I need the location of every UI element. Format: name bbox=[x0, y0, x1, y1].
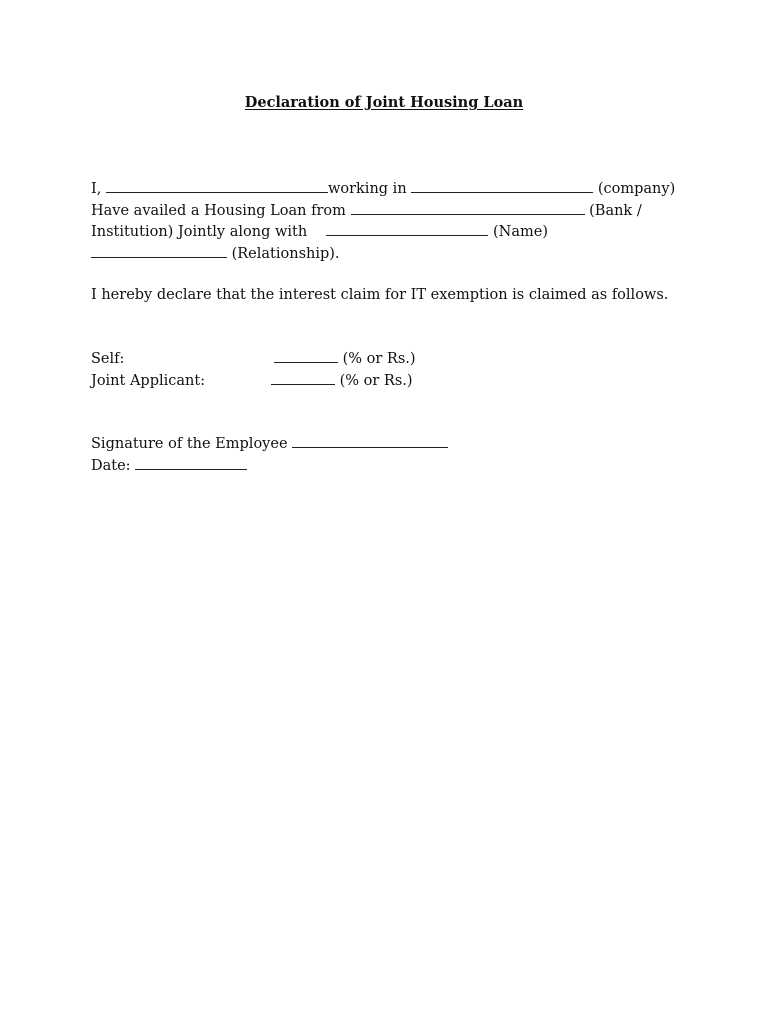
co-applicant-name-blank[interactable] bbox=[326, 222, 488, 236]
para-line-2 bbox=[91, 200, 642, 222]
joint-applicant-row bbox=[91, 370, 205, 392]
declaration-text: I hereby declare that the interest claim for IT exemption is claimed as follows. bbox=[91, 287, 669, 303]
joint-share bbox=[271, 370, 413, 392]
self-unit: (% or Rs.) bbox=[342, 351, 416, 367]
signature-blank[interactable] bbox=[292, 434, 448, 448]
date-blank[interactable] bbox=[135, 456, 247, 470]
name-label: (Name) bbox=[493, 224, 548, 240]
company-label: (company) bbox=[597, 181, 676, 197]
housing-loan-label: Have availed a Housing Loan from bbox=[91, 203, 346, 219]
self-share-blank[interactable] bbox=[274, 349, 338, 363]
bank-blank[interactable] bbox=[351, 201, 585, 215]
bank-label: (Bank / bbox=[589, 203, 642, 219]
para-line-4 bbox=[91, 243, 340, 265]
name-prefix: I, bbox=[91, 181, 102, 197]
signature-row bbox=[91, 433, 448, 455]
relationship-blank[interactable] bbox=[91, 244, 227, 258]
joint-unit: (% or Rs.) bbox=[339, 373, 413, 389]
working-in-label: working in bbox=[327, 181, 407, 197]
para-line-3 bbox=[91, 221, 548, 243]
date-label: Date: bbox=[91, 458, 131, 474]
self-share bbox=[274, 348, 416, 370]
para-line-1 bbox=[91, 178, 675, 200]
company-blank[interactable] bbox=[411, 179, 593, 193]
joint-applicant-label: Joint Applicant: bbox=[91, 373, 206, 389]
date-row bbox=[91, 455, 247, 477]
jointly-label: Institution) Jointly along with bbox=[91, 224, 308, 240]
signature-label: Signature of the Employee bbox=[91, 436, 288, 452]
self-row bbox=[91, 348, 124, 370]
joint-share-blank[interactable] bbox=[271, 371, 335, 385]
relationship-label: (Relationship). bbox=[231, 246, 340, 262]
document-title: Declaration of Joint Housing Loan bbox=[244, 94, 524, 111]
self-label: Self: bbox=[91, 351, 125, 367]
employee-name-blank[interactable] bbox=[106, 179, 328, 193]
